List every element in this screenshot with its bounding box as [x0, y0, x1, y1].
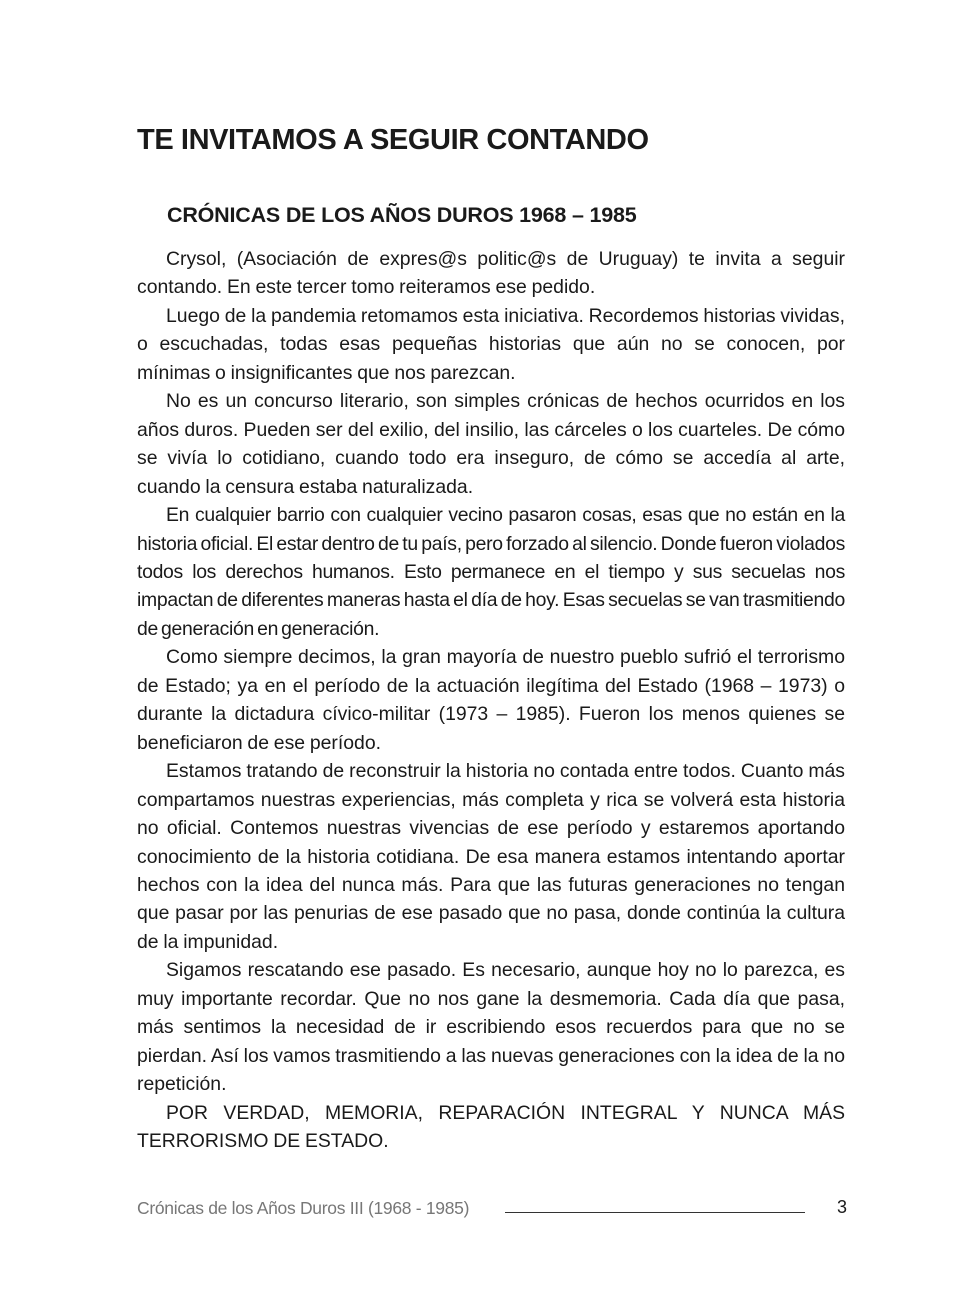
paragraph: Como siempre decimos, la gran mayoría de nuestro pueblo sufrió el terrorismo de Estado; ya en el período de la actuación ilegítima del Estado (1968 – 1973) o durante la dictadura cívico-militar (1973 – 1985). Fueron los menos quienes se beneficiaron de ese período.: [137, 646, 845, 754]
paragraph: Sigamos rescatando ese pasado. Es necesario, aunque hoy no lo parezca, es muy importante recordar. Que no nos gane la desmemoria. Cada día que pasa, más sentimos la necesidad de ir escribiendo esos recuerdos para que no se pierdan. Así los vamos trasmitiendo a las nuevas generaciones con la idea de la no repetición.: [137, 959, 845, 1096]
page-number: 3: [836, 1197, 847, 1217]
page-footer: [137, 1197, 847, 1223]
paragraph: POR VERDAD, MEMORIA, REPARACIÓN INTEGRAL Y NUNCA MÁS TERRORISMO DE ESTADO.: [137, 1101, 845, 1153]
section-title: CRÓNICAS DE LOS AÑOS DUROS 1968 – 1985: [167, 203, 637, 227]
page-title: TE INVITAMOS A SEGUIR CONTANDO: [137, 124, 649, 156]
footer-divider: [505, 1212, 805, 1213]
body-text: [137, 245, 845, 1156]
paragraph: Luego de la pandemia retomamos esta iniciativa. Recordemos historias vividas, o escuchadas, todas esas pequeñas historias que aún no se conocen, por mínimas o insignificantes que nos parezcan.: [137, 304, 846, 384]
footer-book-title: Crónicas de los Años Duros III (1968 - 1985): [137, 1198, 470, 1218]
paragraph: Crysol, (Asociación de expres@s politic@s de Uruguay) te invita a seguir contando. En este tercer tomo reiteramos ese pedido.: [137, 248, 845, 299]
paragraph: No es un concurso literario, son simples crónicas de hechos ocurridos en los años duros. Pueden ser del exilio, del insilio, las cárceles o los cuarteles. De cómo se vivía lo cotidiano, cuando todo era inseguro, de cómo se accedía al arte, cuando la censura estaba naturalizada.: [137, 390, 845, 498]
paragraph: En cualquier barrio con cualquier vecino pasaron cosas, esas que no están en la historia oficial. El estar dentro de tu país, pero forzado al silencio. Donde fueron violados todos los derechos humanos. Esto permanece en el tiempo y sus secuelas nos impactan de diferentes maneras hasta el día de hoy. Esas secuelas se van trasmitiendo de generación en generación.: [137, 504, 845, 640]
paragraph: Estamos tratando de reconstruir la historia no contada entre todos. Cuanto más compartamos nuestras experiencias, más completa y rica se volverá esta historia no oficial. Contemos nuestras vivencias de ese período y estaremos aportando conocimiento de la historia cotidiana. De esa manera estamos intentando aportar hechos con la idea del nunca más. Para que las futuras generaciones no tengan que pasar por las penurias de ese pasado que no pasa, donde continúa la cultura de la impunidad.: [137, 760, 845, 953]
